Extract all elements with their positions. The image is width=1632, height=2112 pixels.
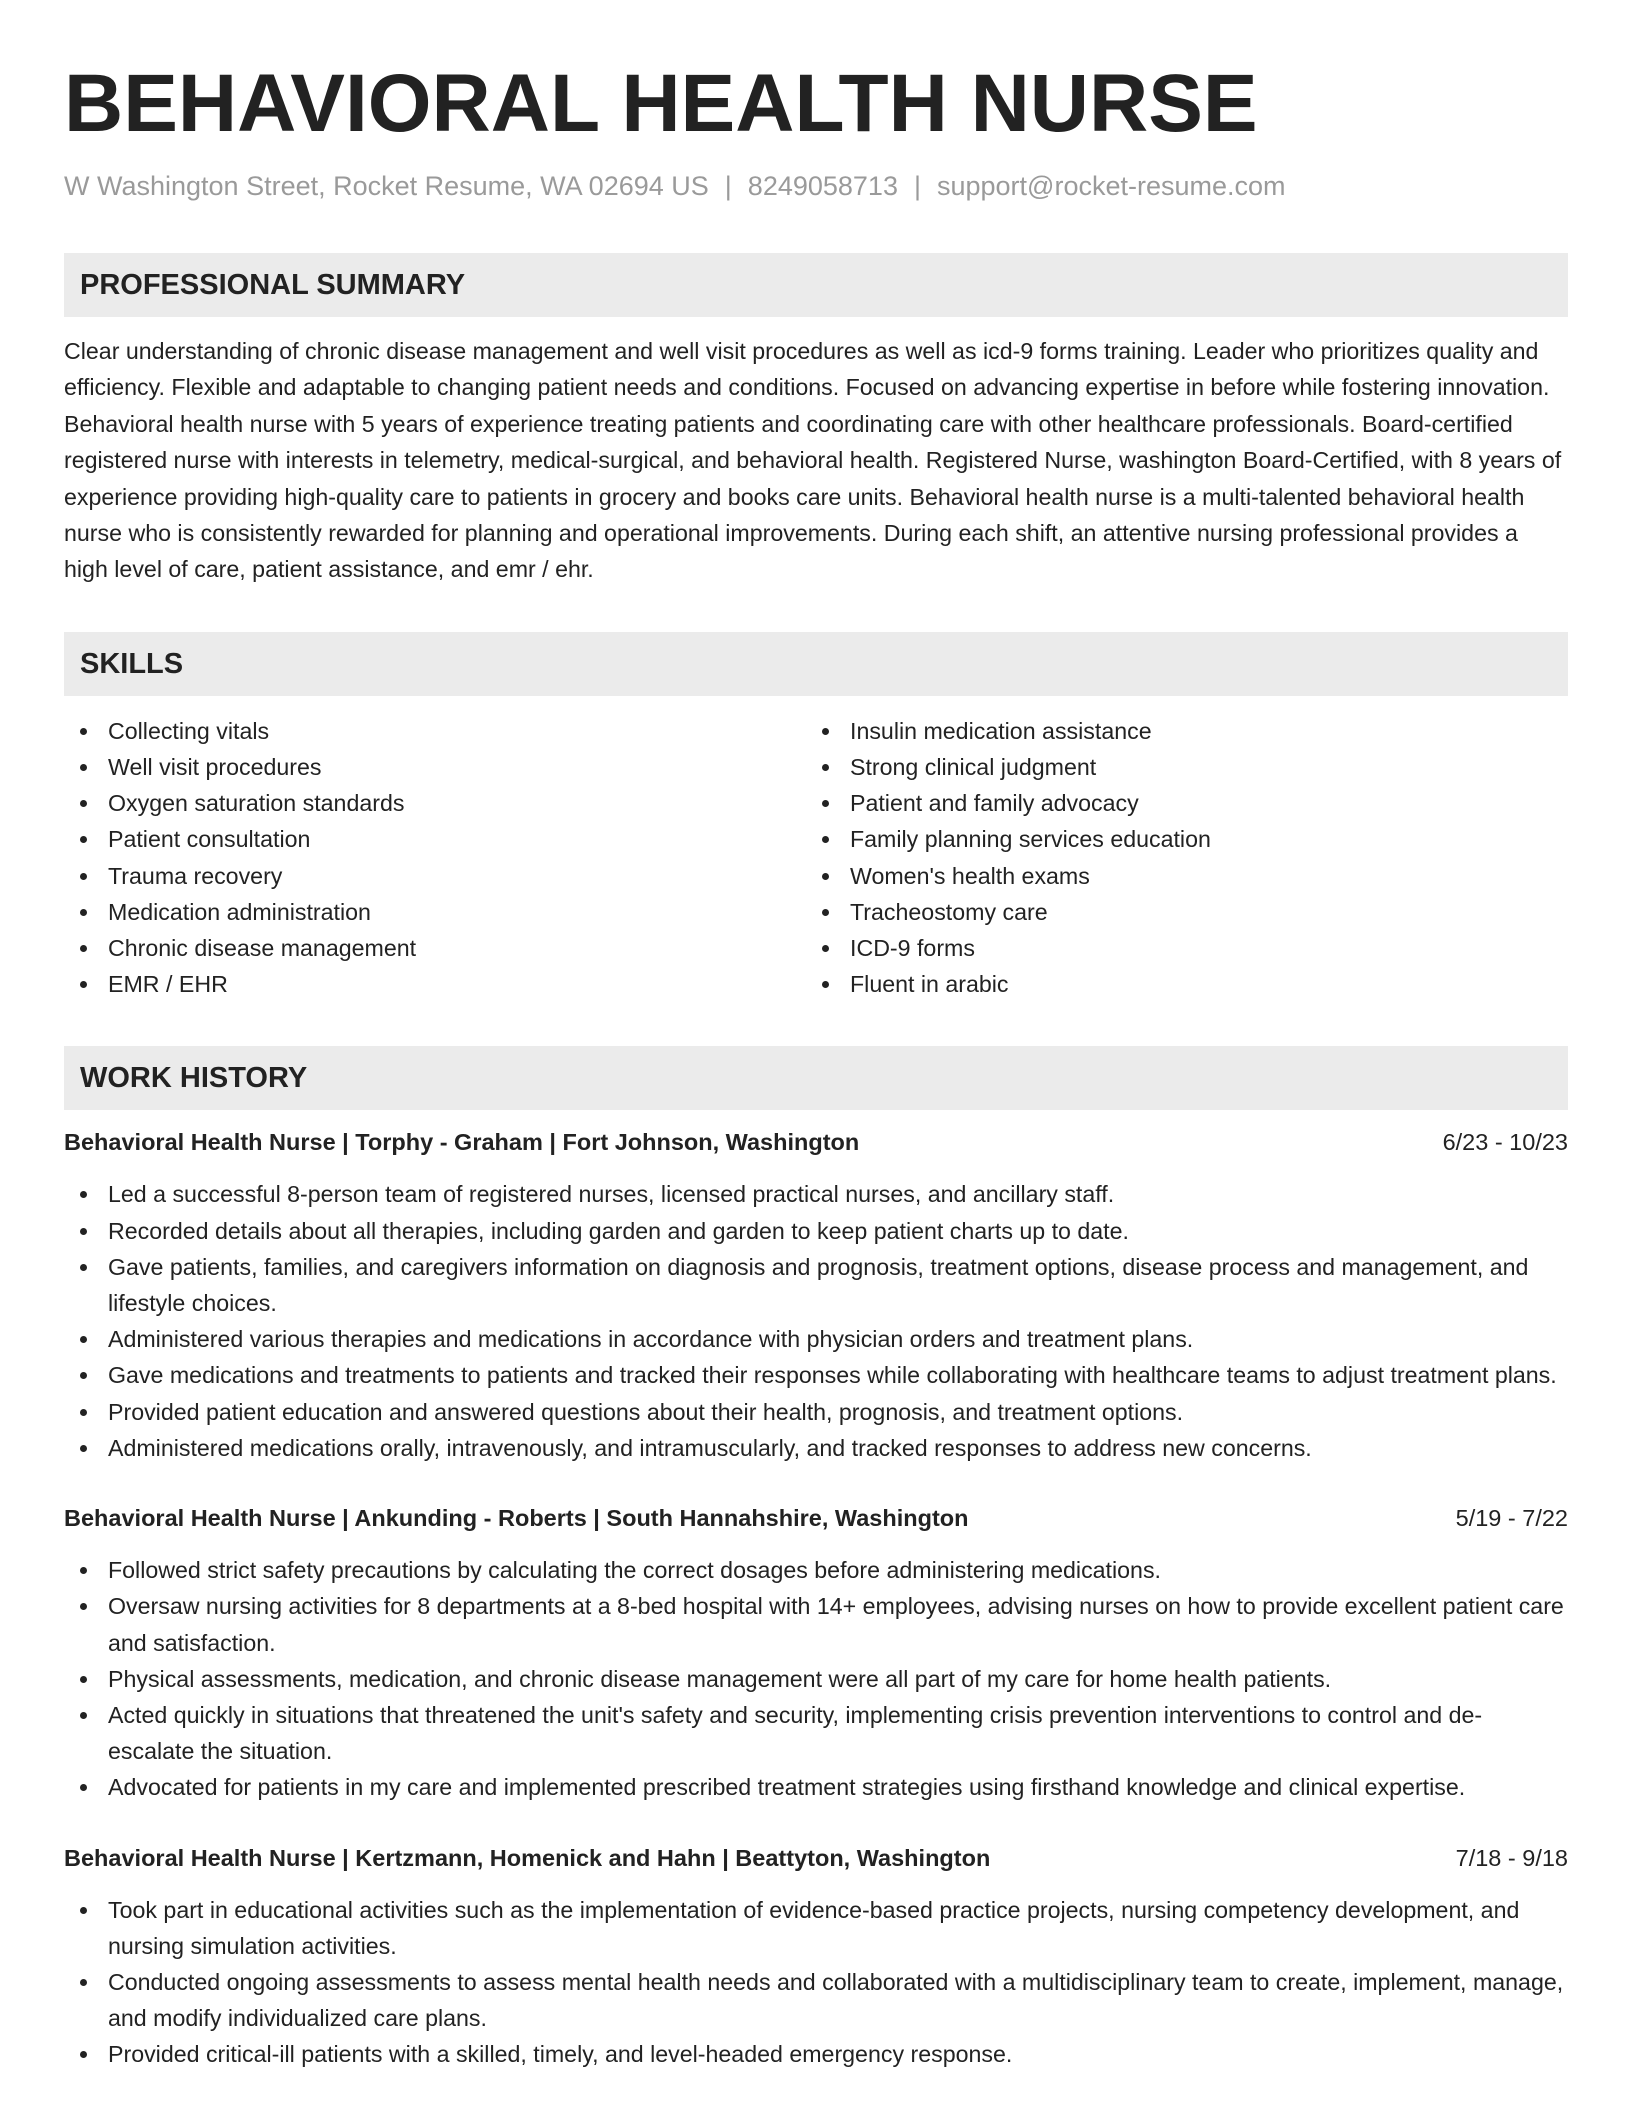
skill-item: Oxygen saturation standards [64, 785, 806, 821]
job-header [64, 1500, 1568, 1536]
job-entry [64, 1840, 1568, 2073]
skills-column-left [64, 713, 806, 1003]
job-bullets [64, 1892, 1568, 2073]
skill-item: Trauma recovery [64, 858, 806, 894]
skill-item: Tracheostomy care [806, 894, 1548, 930]
job-bullet: Administered medications orally, intravenously, and intramuscularly, and tracked responses to address new concerns. [64, 1430, 1568, 1466]
skill-item: Fluent in arabic [806, 966, 1548, 1002]
job-dates: 6/23 - 10/23 [1442, 1129, 1568, 1156]
resume-name: BEHAVIORAL HEALTH NURSE [64, 58, 1258, 149]
job-bullets [64, 1552, 1568, 1805]
summary-heading: PROFESSIONAL SUMMARY [64, 253, 1568, 317]
job-header [64, 1124, 1568, 1160]
skill-item: Well visit procedures [64, 749, 806, 785]
job-bullet: Provided critical-ill patients with a skilled, timely, and level-headed emergency response. [64, 2036, 1568, 2072]
skill-item: Medication administration [64, 894, 806, 930]
job-bullet: Recorded details about all therapies, including garden and garden to keep patient charts up to date. [64, 1213, 1568, 1249]
contact-separator: | [724, 171, 732, 201]
skill-item: Patient and family advocacy [806, 785, 1548, 821]
skill-item: Patient consultation [64, 821, 806, 857]
skill-item: Collecting vitals [64, 713, 806, 749]
summary-text: Clear understanding of chronic disease management and well visit procedures as well as icd-9 forms training. Leader who prioritizes quality and efficiency. Flexible and adaptable to changing patient needs and conditions. Focused on advancing expertise in before while fostering innovation. Behavioral health nurse with 5 years of experience treating patients and coordinating care with other healthcare professionals. Board-certified registered nurse with interests in telemetry, medical-surgical, and behavioral health. Registered Nurse, washington Board-Certified, with 8 years of experience providing high-quality care to patients in grocery and books care units. Behavioral health nurse is a multi-talented behavioral health nurse who is consistently rewarded for planning and operational improvements. During each shift, an attentive nursing professional provides a high level of care, patient assistance, and emr / ehr. [64, 338, 1562, 583]
contact-line [64, 168, 1568, 204]
job-bullet: Provided patient education and answered questions about their health, prognosis, and treatment options. [64, 1394, 1568, 1430]
skill-item: Women's health exams [806, 858, 1548, 894]
contact-phone: 8249058713 [747, 171, 898, 201]
job-bullet: Oversaw nursing activities for 8 departments at a 8-bed hospital with 14+ employees, advising nurses on how to provide excellent patient care and satisfaction. [64, 1588, 1568, 1660]
skills-list [64, 713, 1568, 1003]
job-bullet: Acted quickly in situations that threatened the unit's safety and security, implementing crisis prevention interventions to control and de-escalate the situation. [64, 1697, 1568, 1769]
contact-separator: | [913, 171, 921, 201]
contact-address: W Washington Street, Rocket Resume, WA 02694 US [64, 171, 709, 201]
job-bullet: Followed strict safety precautions by calculating the correct dosages before administering medications. [64, 1552, 1568, 1588]
job-bullet: Took part in educational activities such as the implementation of evidence-based practice projects, nursing competency development, and nursing simulation activities. [64, 1892, 1568, 1964]
job-title: Behavioral Health Nurse | Torphy - Graham | Fort Johnson, Washington [64, 1129, 860, 1156]
job-bullet: Gave medications and treatments to patients and tracked their responses while collaborating with healthcare teams to adjust treatment plans. [64, 1357, 1568, 1393]
job-dates: 5/19 - 7/22 [1455, 1505, 1568, 1532]
work-history-heading: WORK HISTORY [64, 1046, 1568, 1110]
job-title: Behavioral Health Nurse | Ankunding - Roberts | South Hannahshire, Washington [64, 1505, 969, 1532]
resume-page [64, 0, 1568, 2073]
job-entry [64, 1124, 1568, 1466]
job-header [64, 1840, 1568, 1876]
job-bullet: Gave patients, families, and caregivers information on diagnosis and prognosis, treatment options, disease process and management, and lifestyle choices. [64, 1249, 1568, 1321]
job-bullet: Conducted ongoing assessments to assess mental health needs and collaborated with a multidisciplinary team to create, implement, manage, and modify individualized care plans. [64, 1964, 1568, 2036]
job-title: Behavioral Health Nurse | Kertzmann, Homenick and Hahn | Beattyton, Washington [64, 1844, 991, 1871]
contact-email: support@rocket-resume.com [936, 171, 1286, 201]
skill-item: Strong clinical judgment [806, 749, 1548, 785]
skill-item: EMR / EHR [64, 966, 806, 1002]
skills-column-right [806, 713, 1548, 1003]
job-bullet: Physical assessments, medication, and chronic disease management were all part of my care for home health patients. [64, 1661, 1568, 1697]
skill-item: Chronic disease management [64, 930, 806, 966]
job-bullet: Led a successful 8-person team of registered nurses, licensed practical nurses, and ancillary staff. [64, 1176, 1568, 1212]
job-dates: 7/18 - 9/18 [1455, 1844, 1568, 1871]
job-entry [64, 1500, 1568, 1805]
job-bullet: Advocated for patients in my care and implemented prescribed treatment strategies using firsthand knowledge and clinical expertise. [64, 1769, 1568, 1805]
skill-item: Family planning services education [806, 821, 1548, 857]
job-bullets [64, 1176, 1568, 1466]
skill-item: Insulin medication assistance [806, 713, 1548, 749]
skills-heading: SKILLS [64, 632, 1568, 696]
skill-item: ICD-9 forms [806, 930, 1548, 966]
job-bullet: Administered various therapies and medications in accordance with physician orders and treatment plans. [64, 1321, 1568, 1357]
